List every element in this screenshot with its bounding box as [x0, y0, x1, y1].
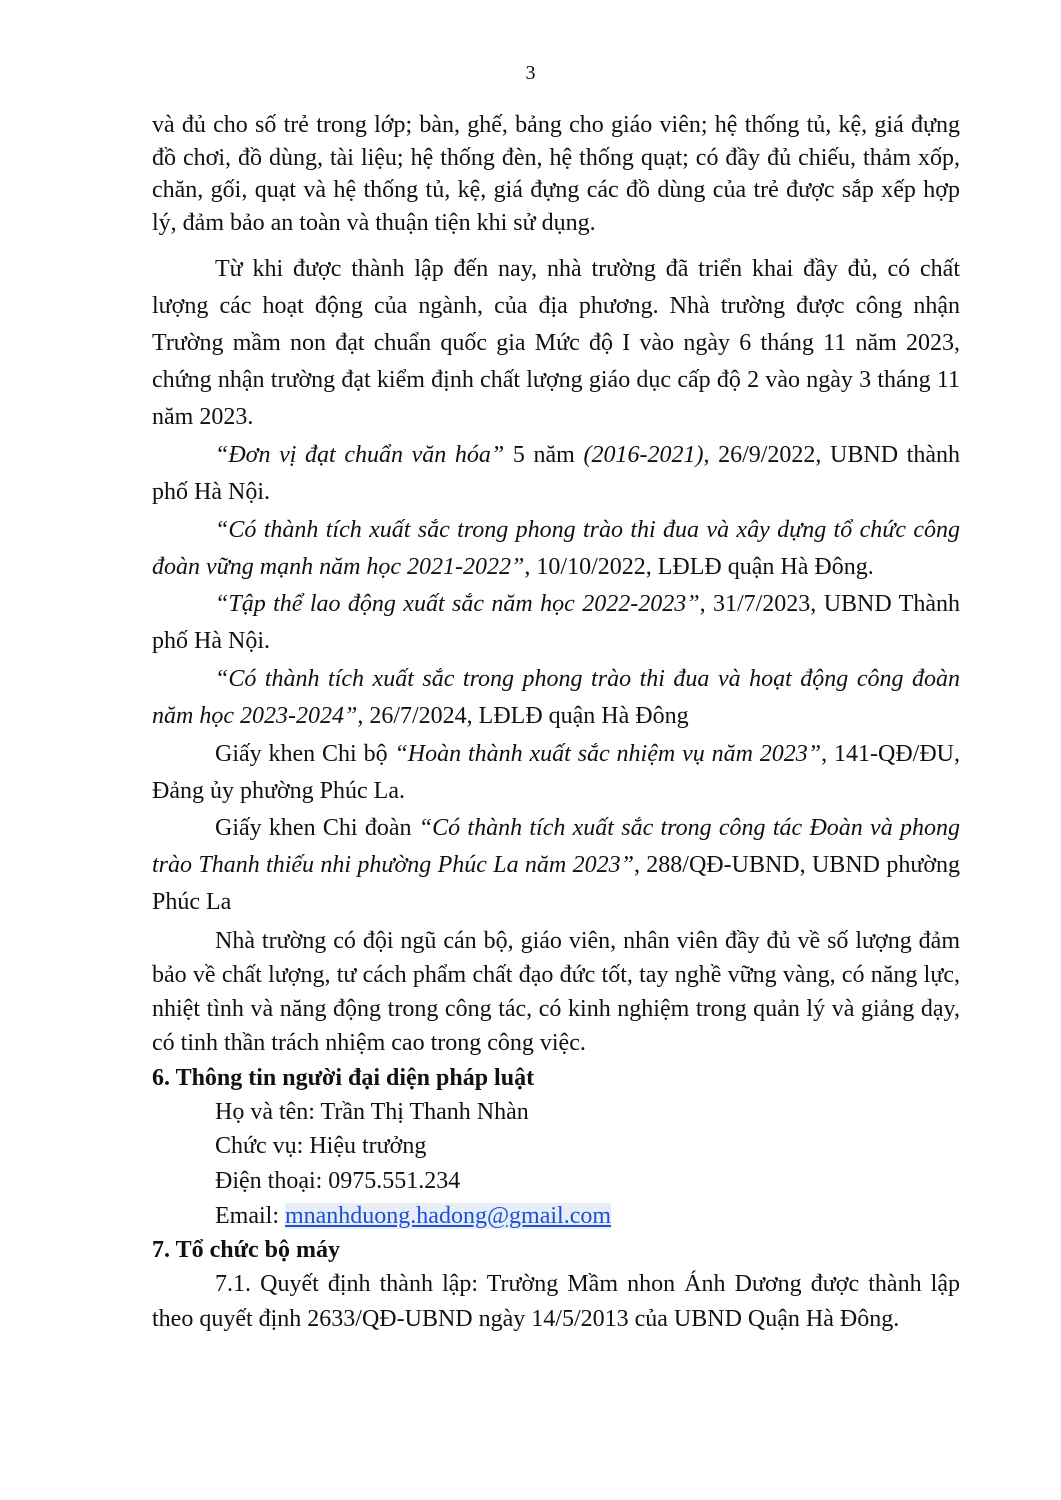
page-number: 3	[525, 62, 536, 84]
award-prefix: Giấy khen Chi bộ	[215, 741, 395, 767]
award-period: (2016-2021)	[583, 442, 704, 468]
representative-email	[215, 1199, 611, 1234]
award-labor-2022	[152, 586, 960, 660]
award-details: , 26/9/2022, UBND thành phố Hà Nội.	[152, 442, 960, 505]
email-link[interactable]: mnanhduong.hadong@gmail.com	[284, 1203, 612, 1229]
email-label: Email:	[215, 1203, 285, 1229]
award-text: 5 năm	[504, 442, 584, 468]
award-details: , 141-QĐ/ĐU, Đảng ủy phường Phúc La.	[152, 741, 960, 804]
award-union-2021	[152, 512, 960, 586]
paragraph-facilities: và đủ cho số trẻ trong lớp; bàn, ghế, bảng cho giáo viên; hệ thống tủ, kệ, giá đựng đồ chơi, đồ dùng, tài liệu; hệ thống đèn, hệ thống quạt; có đầy đủ chiếu, thảm xốp, chăn, gối, quạt và hệ thống tủ, kệ, giá đựng các đồ dùng của trẻ được sắp xếp hợp lý, đảm bảo an toàn và thuận tiện khi sử dụng.	[152, 112, 960, 236]
award-title: “Hoàn thành xuất sắc nhiệm vụ năm 2023”	[394, 741, 822, 767]
paragraph-achievements: Từ khi được thành lập đến nay, nhà trường đã triển khai đầy đủ, có chất lượng các hoạt động của ngành, của địa phương. Nhà trường được công nhận Trường mầm non đạt chuẩn quốc gia Mức độ I vào ngày 6 tháng 11 năm 2023, chứng nhận trường đạt kiểm định chất lượng giáo dục cấp độ 2 vào ngày 3 tháng 11 năm 2023.	[152, 256, 960, 430]
award-culture	[152, 437, 960, 511]
award-details: , 10/10/2022, LĐLĐ quận Hà Đông.	[524, 554, 874, 580]
paragraph-staff: Nhà trường có đội ngũ cán bộ, giáo viên, nhân viên đầy đủ về số lượng đảm bảo về chất lượng, tư cách phẩm chất đạo đức tốt, tay nghề vững vàng, có năng lực, nhiệt tình và năng động trong công tác, có kinh nghiệm trong quản lý và giảng dạy, có tinh thần trách nhiệm cao trong công việc.	[152, 928, 960, 1056]
award-details: , 31/7/2023, UBND Thành phố Hà Nội.	[152, 591, 960, 654]
award-title: “Có thành tích xuất sắc trong phong trào thi đua và xây dựng tổ chức công đoàn vững mạnh năm học 2021-2022”	[152, 517, 960, 580]
section-7-heading: 7. Tổ chức bộ máy	[152, 1237, 340, 1263]
section-6-heading: 6. Thông tin người đại diện pháp luật	[152, 1065, 535, 1091]
award-title: “Đơn vị đạt chuẩn văn hóa”	[215, 442, 505, 468]
award-prefix: Giấy khen Chi đoàn	[215, 815, 419, 841]
award-youth-union	[152, 810, 960, 921]
award-details: , 26/7/2024, LĐLĐ quận Hà Đông	[357, 703, 689, 729]
award-title: “Có thành tích xuất sắc trong phong trào thi đua và hoạt động công đoàn năm học 2023-2024”	[152, 666, 960, 729]
award-title: “Tập thể lao động xuất sắc năm học 2022-2023”	[215, 591, 700, 617]
award-title: “Có thành tích xuất sắc trong công tác Đoàn và phong trào Thanh thiếu nhi phường Phúc La năm 2023”	[152, 815, 960, 878]
paragraph-establishment-decision: 7.1. Quyết định thành lập: Trường Mầm nhon Ánh Dương được thành lập theo quyết định 2633/QĐ-UBND ngày 14/5/2013 của UBND Quận Hà Đông.	[152, 1271, 960, 1332]
representative-position: Chức vụ: Hiệu trưởng	[215, 1133, 427, 1159]
award-union-2023	[152, 661, 960, 735]
award-details: , 288/QĐ-UBND, UBND phường Phúc La	[152, 852, 961, 915]
representative-name: Họ và tên: Trần Thị Thanh Nhàn	[215, 1099, 529, 1125]
representative-phone: Điện thoại: 0975.551.234	[215, 1168, 461, 1194]
award-party-cell	[152, 736, 960, 810]
